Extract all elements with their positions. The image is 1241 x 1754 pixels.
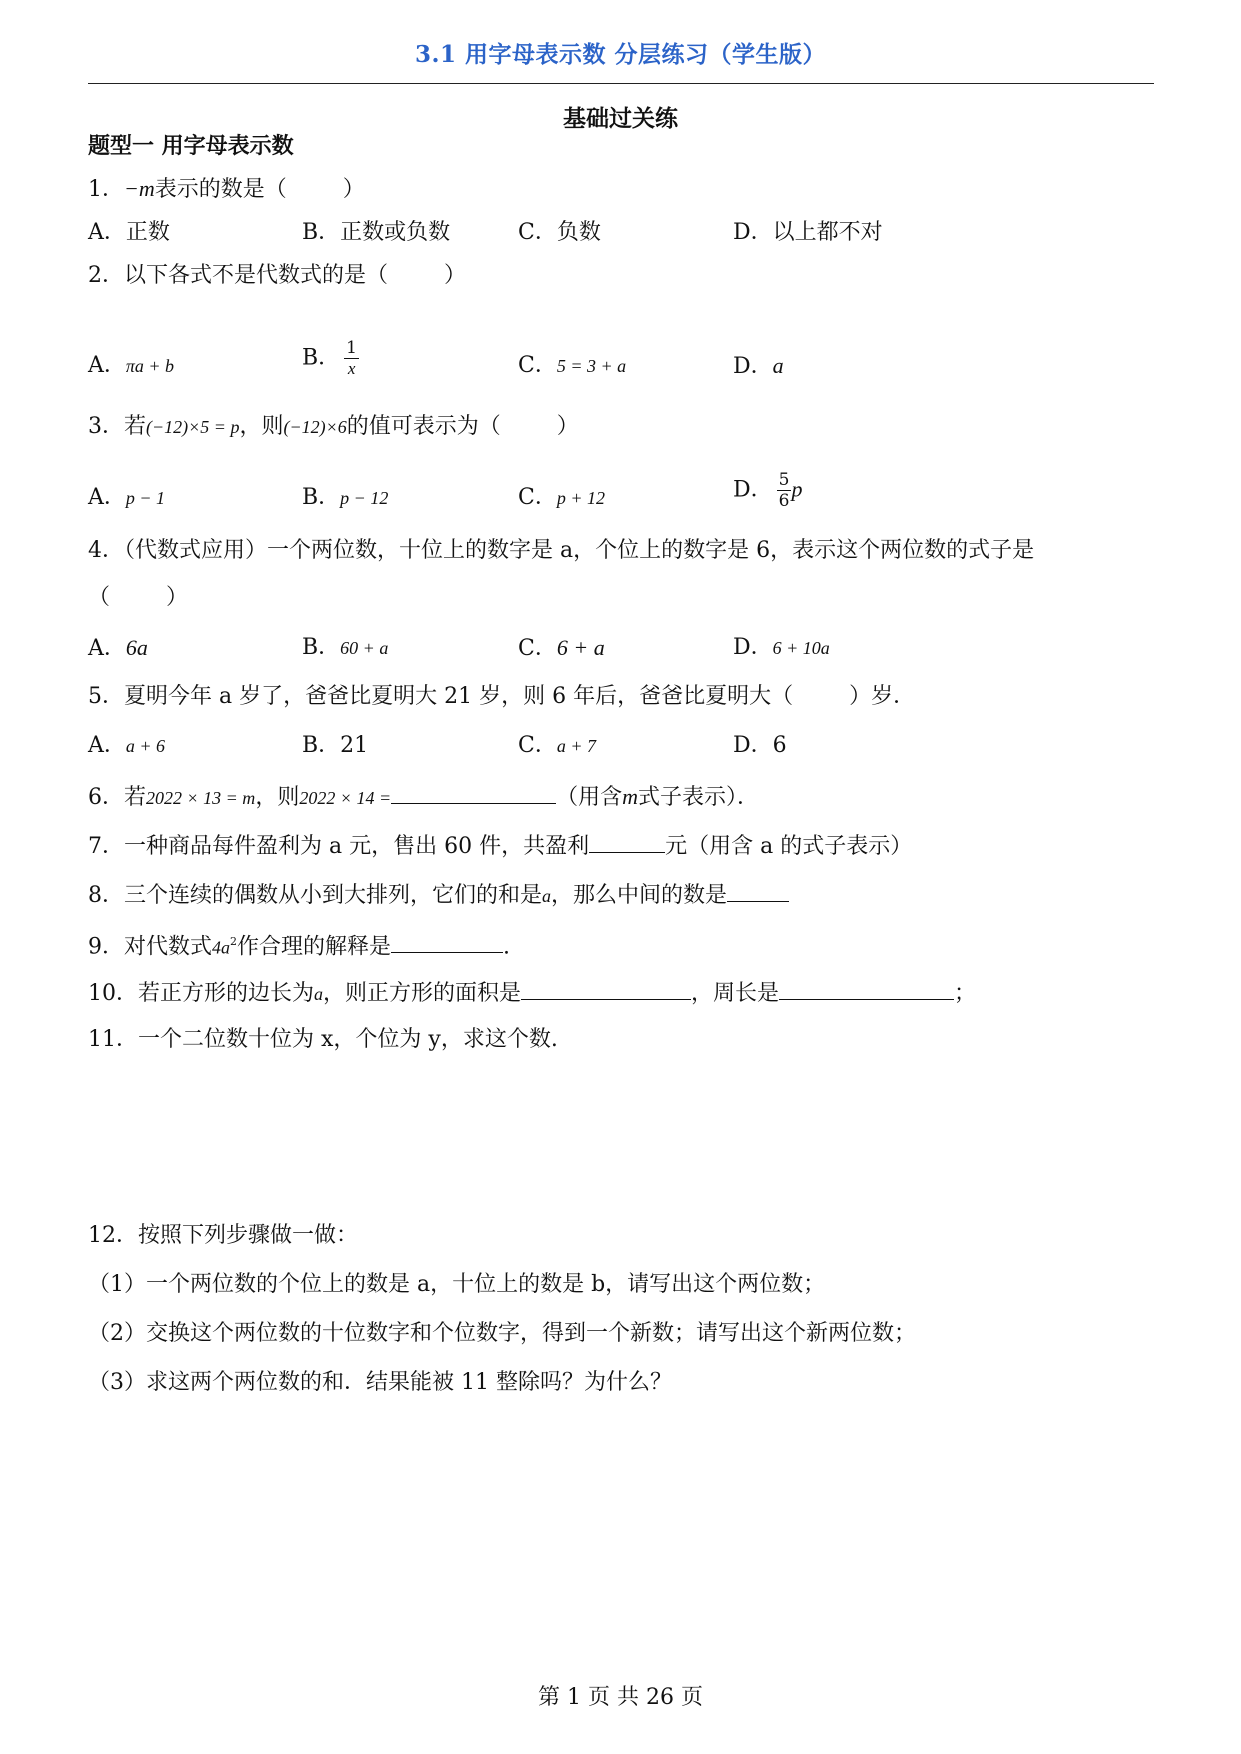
- question-number: 1．: [88, 177, 124, 202]
- close-paren: ）: [444, 263, 467, 288]
- option-a: [88, 484, 165, 512]
- question-stem: 一个二位数十位为 x，个位为 y，求这个数.: [138, 1027, 558, 1052]
- question-9: [88, 928, 510, 961]
- question-number: 2．: [88, 263, 124, 288]
- answer-blank[interactable]: [727, 879, 789, 902]
- question-text: ，那么中间的数是: [551, 883, 728, 908]
- math-expression: 5 = 3 + a: [556, 356, 627, 376]
- question-10: [88, 977, 976, 1008]
- question-type-title: 题型一 用字母表示数: [88, 133, 294, 159]
- question-number: 7．: [88, 834, 124, 859]
- question-text: 对代数式: [124, 934, 213, 960]
- option-d: [733, 634, 830, 662]
- question-number: 6．: [88, 785, 124, 810]
- math-expression: a + 6: [125, 736, 166, 756]
- question-text: ，则正方形的面积是: [323, 981, 522, 1006]
- header-divider: [88, 83, 1154, 84]
- option-label: A．: [88, 636, 126, 661]
- sub-question-1: （1）一个两位数的个位上的数是 a，十位上的数是 b，请写出这个两位数；: [88, 1272, 826, 1297]
- question-text: 作合理的解释是: [237, 934, 392, 960]
- question-11: [88, 1026, 558, 1054]
- fraction: [777, 470, 792, 511]
- question-stem: 的值可表示为（: [346, 414, 501, 439]
- answer-blank[interactable]: [589, 830, 665, 853]
- option-label: D．: [733, 354, 773, 379]
- math-variable: p: [791, 476, 803, 502]
- question-text: 若: [124, 785, 147, 810]
- fraction: [344, 338, 359, 379]
- question-number: 9．: [88, 934, 124, 960]
- fraction-numerator: 1: [346, 338, 357, 358]
- answer-blank[interactable]: [521, 977, 691, 1000]
- option-label: C．: [518, 353, 557, 378]
- question-stem: 表示的数是（: [154, 177, 287, 202]
- question-number: 11．: [88, 1027, 138, 1052]
- question-text: ，则: [255, 785, 300, 810]
- math-expression: 6a: [125, 635, 148, 660]
- option-label: D．: [733, 635, 773, 660]
- sub-question-2: （2）交换这个两位数的十位数字和个位数字，得到一个新数；请写出这个新两位数；: [88, 1321, 916, 1346]
- option-label: C．: [518, 636, 557, 661]
- close-paren: ）: [342, 177, 365, 202]
- option-label: A．: [88, 485, 126, 510]
- option-label: A．: [88, 353, 126, 378]
- math-expression: 60 + a: [340, 638, 389, 658]
- question-number: 10．: [88, 981, 138, 1006]
- exponent: 2: [230, 935, 238, 948]
- option-d: D．6: [733, 733, 787, 758]
- math-expression: p − 12: [340, 488, 389, 508]
- question-stem: 以下各式不是代数式的是（: [124, 263, 389, 288]
- option-label: D．: [733, 477, 773, 503]
- question-text: 元（用含 a 的式子表示）: [665, 834, 913, 859]
- question-5: [88, 683, 915, 711]
- fraction-denominator: 6: [778, 491, 790, 511]
- fraction-denominator: x: [347, 359, 356, 378]
- math-expression: 6 + 10a: [772, 638, 830, 658]
- option-b: B．正数或负数: [302, 220, 451, 245]
- question-number: 12．: [88, 1223, 138, 1248]
- option-a: [88, 634, 148, 663]
- question-4-paren: [88, 584, 188, 612]
- question-text: （用含: [556, 785, 623, 810]
- question-8: [88, 879, 789, 910]
- close-paren: ）: [166, 585, 189, 610]
- document-title: 3.1 用字母表示数 分层练习（学生版）: [414, 41, 827, 68]
- question-text: 一种商品每件盈利为 a 元，售出 60 件，共盈利: [124, 834, 590, 859]
- question-number: 5．: [88, 684, 124, 709]
- question-stem: 夏明今年 a 岁了，爸爸比夏明大 21 岁，则 6 年后，爸爸比夏明大（: [124, 684, 794, 709]
- math-expression: 6 + a: [556, 635, 605, 660]
- option-b: [302, 484, 388, 512]
- option-b: [302, 338, 359, 379]
- option-d: [733, 352, 784, 381]
- math-variable: m: [622, 784, 639, 809]
- math-expression: p − 1: [125, 488, 166, 508]
- option-c: [518, 352, 626, 380]
- math-expression: (−12)×6: [283, 417, 347, 437]
- page-footer: 第 1 页 共 26 页: [538, 1685, 703, 1710]
- question-text: ；: [954, 981, 977, 1006]
- question-7: [88, 830, 912, 861]
- question-text: ，周长是: [691, 981, 780, 1006]
- sub-question-3: （3）求这两个两位数的和．结果能被 11 整除吗？为什么？: [88, 1370, 672, 1395]
- close-paren: ）: [556, 414, 579, 439]
- option-label: C．: [518, 485, 557, 510]
- question-stem: （代数式应用）一个两位数，十位上的数字是 a，个位上的数字是 6，表示这个两位数的式子是: [124, 538, 1035, 563]
- option-label: B．: [302, 485, 341, 510]
- math-variable: a: [314, 984, 324, 1004]
- math-expression: −m: [124, 176, 155, 201]
- math-expression: 2022 × 13 = m: [146, 788, 256, 808]
- math-expression: a + 7: [556, 736, 596, 756]
- option-c: [518, 484, 605, 512]
- math-expression: (−12)×5 = p: [146, 417, 240, 437]
- math-expression: a: [772, 353, 784, 378]
- question-stem: 按照下列步骤做一做：: [138, 1223, 359, 1248]
- question-text: 若: [124, 414, 147, 439]
- fraction-numerator: 5: [778, 470, 790, 490]
- option-b: [302, 634, 388, 662]
- answer-blank[interactable]: [779, 977, 954, 1000]
- option-label: B．: [302, 635, 341, 660]
- option-label: A．: [88, 733, 126, 758]
- question-text: 式子表示）．: [638, 785, 760, 810]
- math-variable: a: [542, 886, 552, 906]
- open-paren: （: [88, 585, 111, 610]
- question-text: .: [503, 934, 511, 960]
- question-text: 若正方形的边长为: [138, 981, 315, 1006]
- question-text: 三个连续的偶数从小到大排列，它们的和是: [124, 883, 543, 908]
- option-label: B．: [302, 345, 341, 371]
- question-4: [88, 537, 1034, 565]
- answer-blank[interactable]: [391, 781, 556, 804]
- question-number: 4．: [88, 538, 124, 563]
- question-text: ，则: [239, 414, 284, 439]
- close-paren: ）岁．: [849, 684, 916, 709]
- math-expression: p + 12: [556, 488, 605, 508]
- question-number: 8．: [88, 883, 124, 908]
- math-expression: πa + b: [125, 356, 175, 376]
- question-2: [88, 262, 466, 290]
- answer-blank[interactable]: [391, 930, 503, 953]
- option-a: A．正数: [88, 220, 170, 245]
- section-title: 基础过关练: [563, 105, 678, 132]
- option-b: B．21: [302, 733, 369, 758]
- option-d: [733, 470, 802, 511]
- question-6: [88, 781, 759, 812]
- math-expression: 4a: [212, 937, 231, 958]
- option-c: [518, 634, 605, 663]
- question-3: [88, 413, 579, 441]
- question-number: 3．: [88, 414, 124, 439]
- option-d: D．以上都不对: [733, 220, 883, 245]
- question-12: [88, 1222, 358, 1250]
- option-label: C．: [518, 733, 557, 758]
- option-a: [88, 352, 174, 380]
- option-c: [518, 732, 596, 760]
- option-c: C．负数: [518, 220, 601, 245]
- question-1: [88, 175, 365, 204]
- option-a: [88, 732, 165, 760]
- math-expression: 2022 × 14 =: [299, 788, 392, 808]
